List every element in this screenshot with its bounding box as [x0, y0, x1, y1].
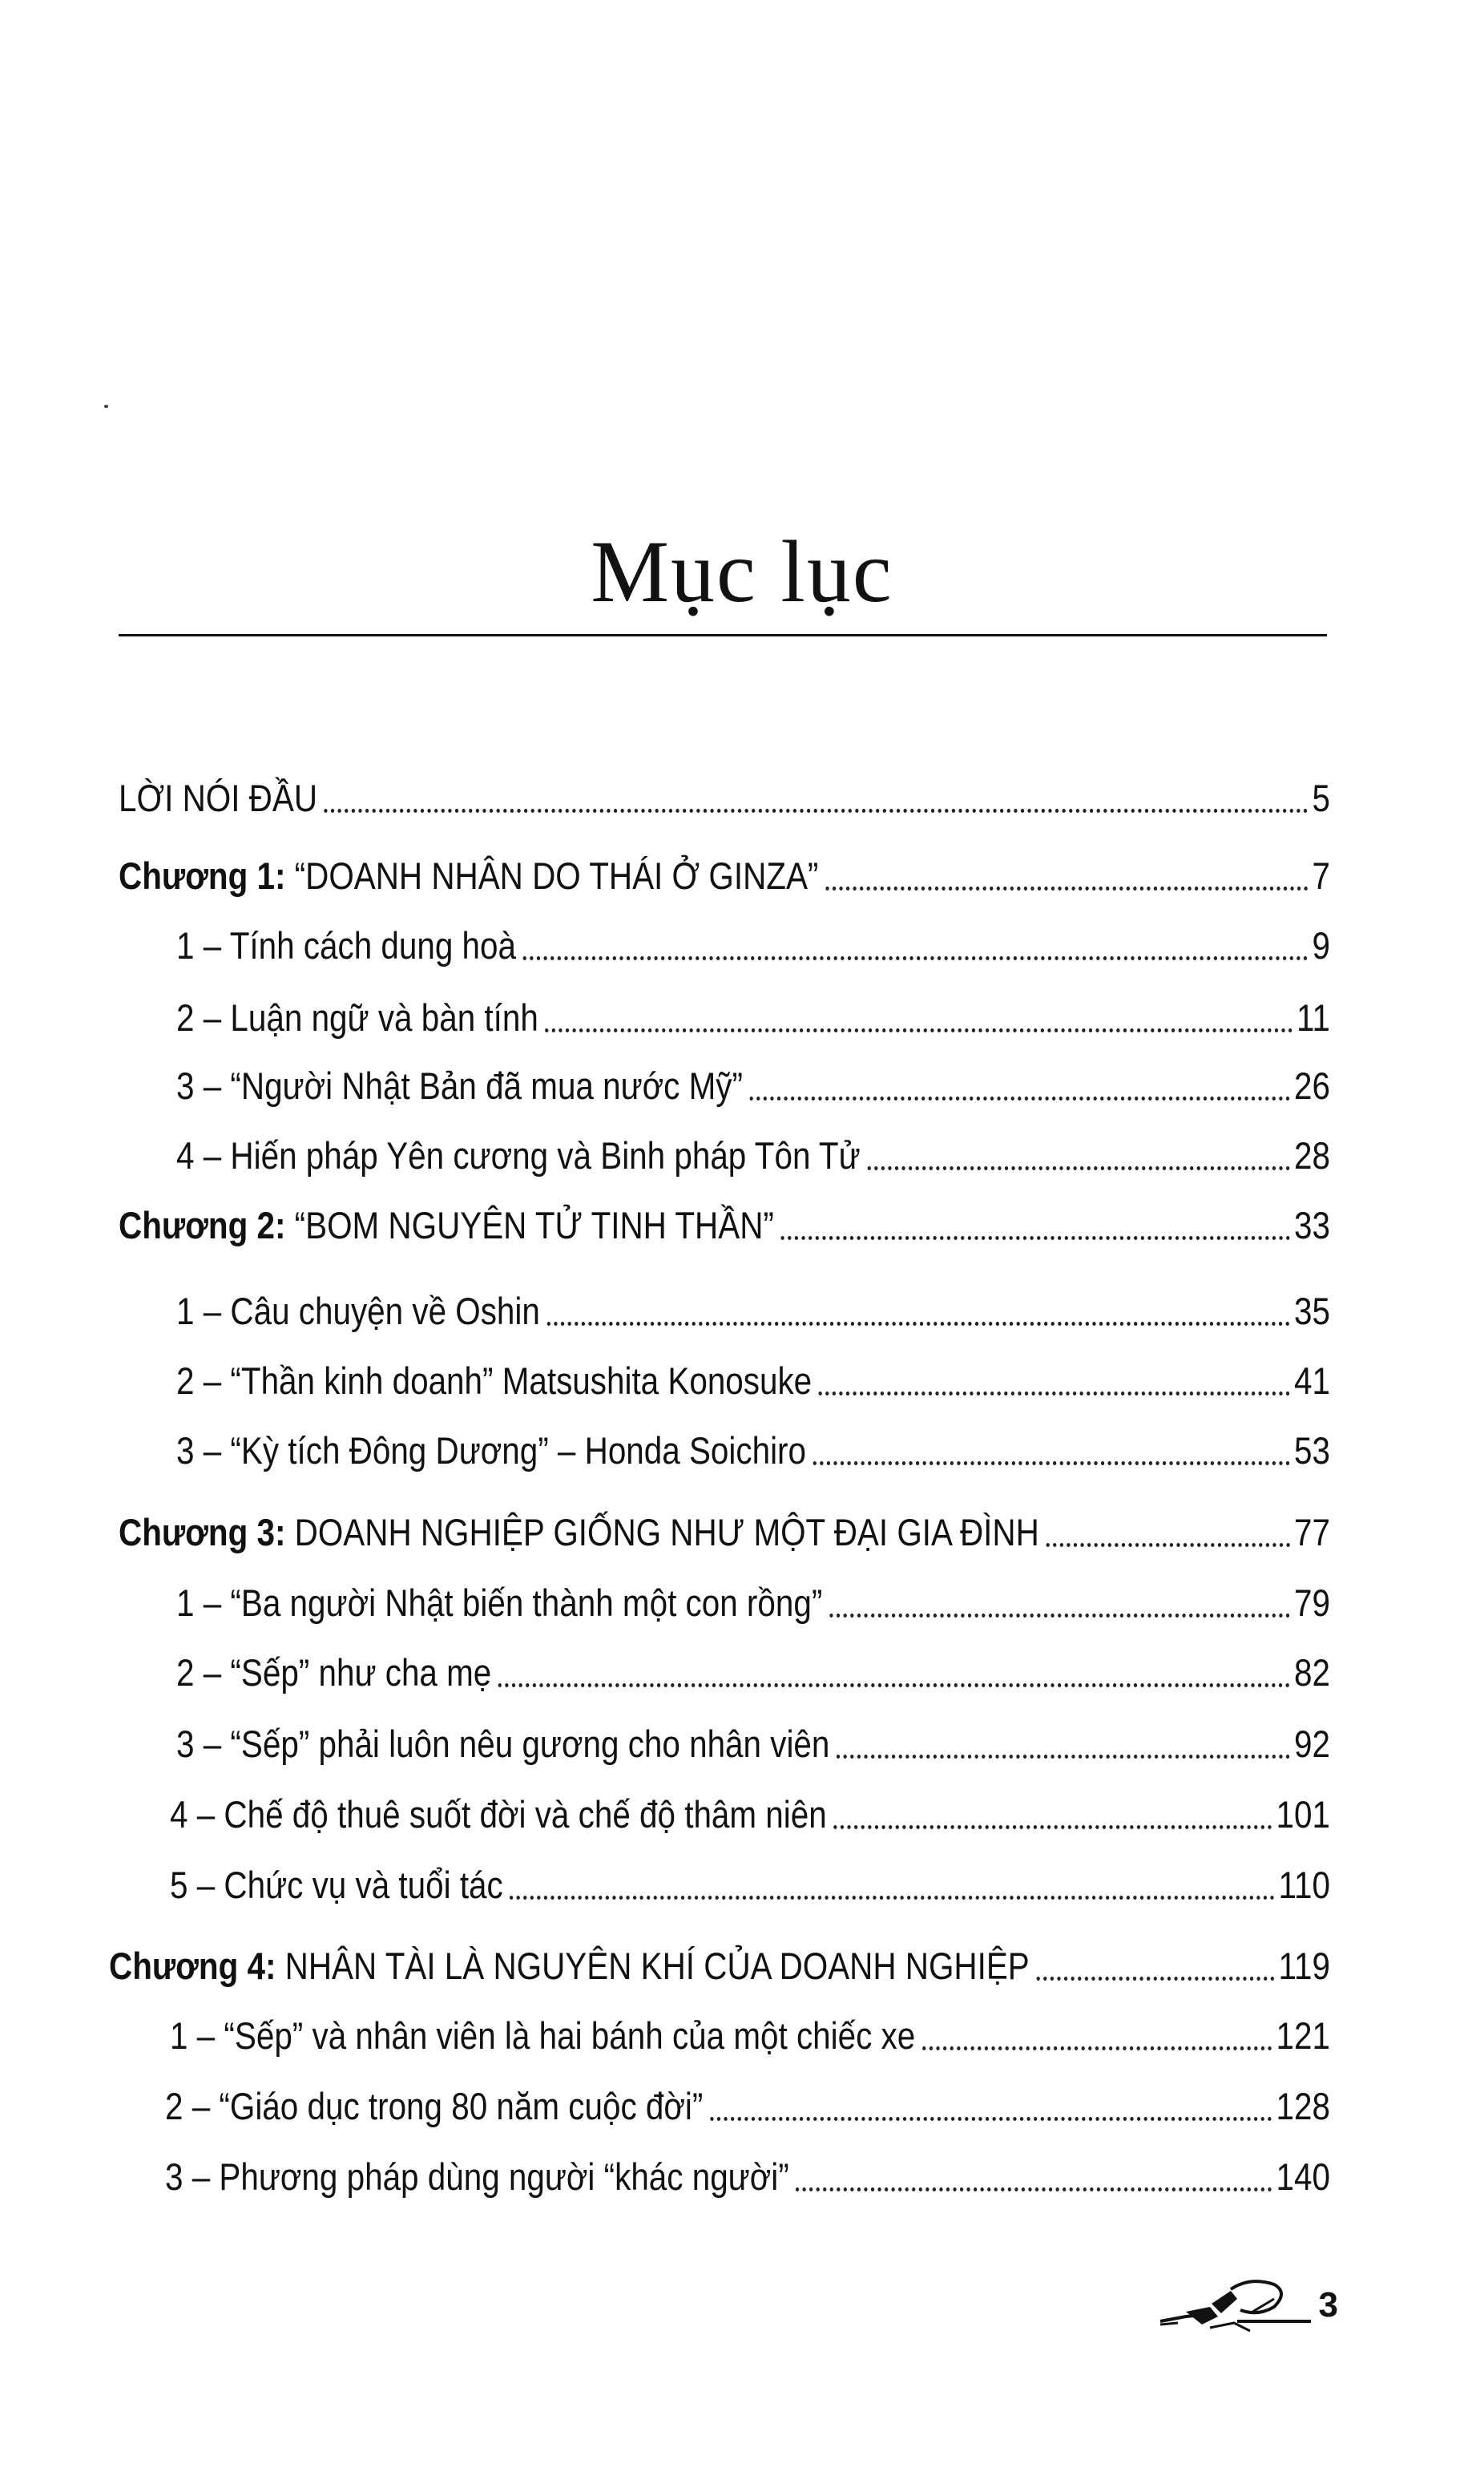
dot-leader — [1046, 1543, 1289, 1547]
dot-leader — [780, 1236, 1289, 1240]
toc-entry — [176, 1062, 1330, 1110]
toc-page-number: 77 — [1294, 1511, 1330, 1553]
toc-entry-text: 4 – Hiến pháp Yên cương và Binh pháp Tôn Tử — [176, 1134, 861, 1177]
toc-entry-text: LỜI NÓI ĐẦU — [119, 777, 318, 819]
toc-page-number: 140 — [1276, 2155, 1330, 2198]
toc-entry — [170, 1861, 1330, 1909]
toc-entry-label — [165, 2153, 789, 2201]
toc-entry — [176, 1649, 1330, 1697]
toc-entry — [119, 852, 1330, 900]
toc-entry-text: 3 – “Sếp” phải luôn nêu gương cho nhân viên — [176, 1723, 830, 1765]
toc-entry-text: 4 – Chế độ thuê suốt đời và chế độ thâm niên — [170, 1793, 827, 1836]
dot-leader — [510, 1896, 1274, 1900]
toc-entry — [176, 1357, 1330, 1405]
toc-page-number: 26 — [1294, 1064, 1330, 1107]
toc-entry-label — [119, 1202, 774, 1250]
dot-leader — [922, 2046, 1272, 2050]
toc-entry — [109, 1942, 1330, 1990]
toc-entry-label — [176, 922, 516, 970]
toc-entry-label — [165, 2082, 703, 2131]
toc-entry-text: 2 – Luận ngữ và bàn tính — [176, 996, 538, 1039]
toc-entry-label — [119, 1509, 1039, 1557]
toc-page-number: 41 — [1294, 1359, 1330, 1402]
toc-entry-label — [176, 1579, 822, 1627]
toc-entry — [119, 1509, 1330, 1557]
dot-leader — [837, 1755, 1290, 1759]
toc-page-number: 53 — [1294, 1429, 1330, 1472]
toc-entry-label — [176, 1427, 806, 1475]
dot-leader — [867, 1166, 1290, 1170]
dot-leader — [819, 1392, 1290, 1396]
dot-leader — [1036, 1977, 1274, 1981]
toc-entry-text: 1 – “Ba người Nhật biến thành một con rồng” — [176, 1581, 823, 1624]
dot-leader — [796, 2187, 1272, 2191]
toc-page-number: 7 — [1312, 854, 1330, 897]
toc-entry-label — [170, 1861, 503, 1909]
chapter-prefix: Chương 4: — [109, 1945, 276, 1987]
dot-leader — [829, 1614, 1290, 1618]
toc-entry — [176, 1132, 1330, 1180]
toc-entry-text: 2 – “Sếp” như cha mẹ — [176, 1651, 492, 1694]
dot-leader — [750, 1097, 1290, 1101]
page-title: Mục lục — [591, 523, 893, 620]
toc-entry-label — [176, 1720, 829, 1768]
toc-entry — [165, 2153, 1330, 2201]
toc-entry — [170, 1791, 1330, 1839]
toc-entry — [119, 1202, 1330, 1250]
toc-page-number: 9 — [1312, 924, 1330, 967]
chapter-prefix: Chương 1: — [119, 854, 286, 897]
page-number: 3 — [1318, 2285, 1338, 2325]
toc-page-number: 128 — [1276, 2085, 1330, 2127]
toc-entry-text: 3 – “Người Nhật Bản đã mua nước Mỹ” — [176, 1064, 743, 1107]
toc-page-number: 33 — [1294, 1204, 1330, 1246]
toc-page-number: 11 — [1296, 996, 1330, 1039]
toc-entry-label — [119, 852, 818, 900]
toc-entry-label — [170, 1791, 827, 1839]
toc-page-number: 101 — [1276, 1793, 1330, 1836]
toc-entry-text: “BOM NGUYÊN TỬ TINH THẦN” — [285, 1204, 774, 1246]
toc-entry-text: 1 – “Sếp” và nhân viên là hai bánh của một chiếc xe — [170, 2014, 916, 2057]
toc-entry-text: 2 – “Thần kinh doanh” Matsushita Konosuke — [176, 1359, 813, 1402]
toc-entry-label — [176, 994, 538, 1042]
toc-entry — [176, 1287, 1330, 1335]
toc-entry-text: DOANH NGHIỆP GIỐNG NHƯ MỘT ĐẠI GIA ĐÌNH — [285, 1511, 1039, 1553]
toc-entry-text: 1 – Tính cách dung hoà — [176, 924, 517, 967]
toc-entry-label — [119, 774, 317, 822]
dot-leader — [325, 809, 1309, 813]
toc-entry-label — [109, 1942, 1030, 1990]
toc-entry — [176, 922, 1330, 970]
toc-page-number: 79 — [1294, 1581, 1330, 1624]
dot-leader — [498, 1683, 1290, 1687]
page-footer — [1154, 2275, 1338, 2339]
toc-entry-text: NHÂN TÀI LÀ NGUYÊN KHÍ CỦA DOANH NGHIỆP — [276, 1945, 1030, 1987]
dot-leader — [813, 1461, 1290, 1465]
chapter-prefix: Chương 2: — [119, 1204, 286, 1246]
toc-page-number: 92 — [1294, 1723, 1330, 1765]
toc-entry — [176, 1427, 1330, 1475]
toc-entry — [176, 1579, 1330, 1627]
toc-page-number: 28 — [1294, 1134, 1330, 1177]
dot-leader — [546, 1322, 1289, 1326]
dot-leader — [825, 887, 1308, 891]
toc-entry-text: 3 – “Kỳ tích Đông Dương” – Honda Soichiro — [176, 1429, 806, 1472]
toc-entry — [119, 774, 1330, 822]
toc-entry-label — [170, 2012, 915, 2060]
toc-entry-label — [176, 1132, 861, 1180]
dot-leader — [833, 1825, 1272, 1829]
toc-entry-label — [176, 1287, 540, 1335]
chapter-prefix: Chương 3: — [119, 1511, 286, 1553]
toc-entry-text: 1 – Câu chuyện về Oshin — [176, 1290, 540, 1332]
toc-page-number: 5 — [1312, 777, 1330, 819]
dot-leader — [545, 1028, 1292, 1032]
toc-page-number: 35 — [1294, 1290, 1330, 1332]
toc-page-number: 82 — [1294, 1651, 1330, 1694]
toc-entry-label — [176, 1649, 491, 1697]
toc-page-number: 121 — [1276, 2014, 1330, 2057]
dot-leader — [710, 2117, 1272, 2121]
toc-entry-text: 2 – “Giáo dục trong 80 năm cuộc đời” — [165, 2085, 704, 2127]
toc-entry — [176, 994, 1330, 1042]
toc-page-number: 119 — [1278, 1945, 1330, 1987]
pen-and-paper-ornament-icon — [1154, 2275, 1314, 2339]
toc-entry-text: 5 – Chức vụ và tuổi tác — [170, 1864, 503, 1906]
toc-entry — [170, 2012, 1330, 2060]
toc-entry-text: “DOANH NHÂN DO THÁI Ở GINZA” — [285, 854, 819, 897]
toc-entry — [165, 2082, 1330, 2131]
toc-entry — [176, 1720, 1330, 1768]
toc-entry-label — [176, 1357, 812, 1405]
toc-entry-text: 3 – Phương pháp dùng người “khác người” — [165, 2155, 789, 2198]
dot-leader — [523, 956, 1309, 960]
toc-page-number: 110 — [1278, 1864, 1330, 1906]
toc-entry-label — [176, 1062, 743, 1110]
